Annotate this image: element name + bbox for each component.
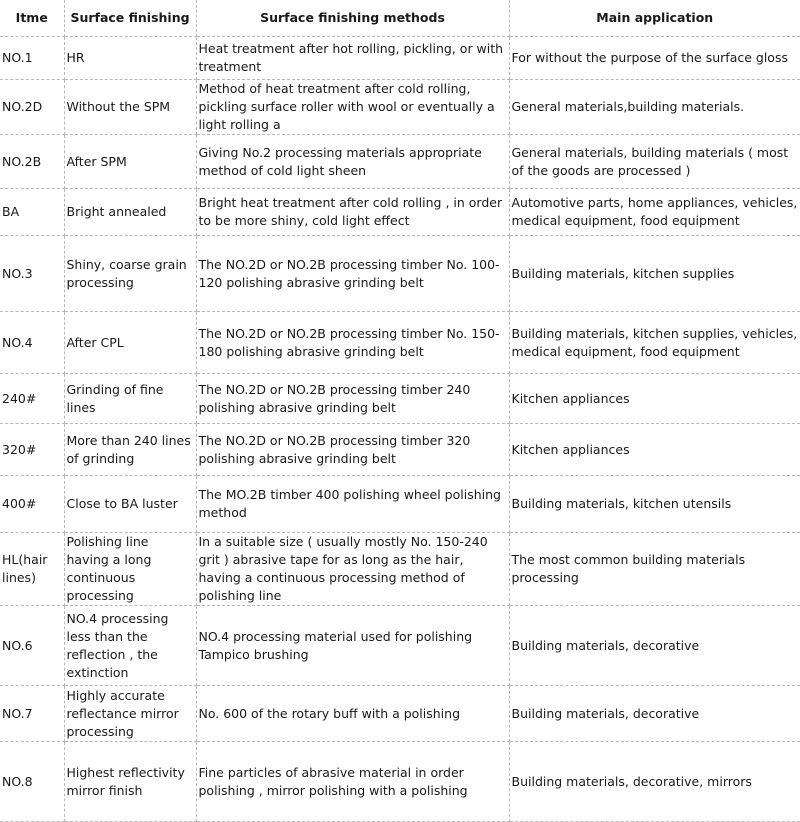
cell-item: NO.1 <box>0 37 64 80</box>
table-row <box>0 424 800 476</box>
cell-method: The NO.2D or NO.2B processing timber No. 150-180 polishing abrasive grinding belt <box>196 312 509 374</box>
cell-item: NO.7 <box>0 686 64 742</box>
header-methods: Surface finishing methods <box>196 0 509 37</box>
cell-application: Building materials, kitchen supplies <box>509 236 800 312</box>
cell-finish: After CPL <box>64 312 196 374</box>
cell-application: Building materials, kitchen utensils <box>509 476 800 533</box>
cell-item: HL(hair lines) <box>0 533 64 606</box>
cell-application: Kitchen appliances <box>509 374 800 424</box>
table-row <box>0 236 800 312</box>
cell-finish: Highly accurate reflectance mirror processing <box>64 686 196 742</box>
cell-finish: Grinding of fine lines <box>64 374 196 424</box>
header-surface-finishing: Surface finishing <box>64 0 196 37</box>
cell-item: BA <box>0 189 64 236</box>
cell-finish: Bright annealed <box>64 189 196 236</box>
table-row <box>0 686 800 742</box>
cell-item: NO.6 <box>0 606 64 686</box>
cell-finish: More than 240 lines of grinding <box>64 424 196 476</box>
table-row <box>0 606 800 686</box>
table-row <box>0 742 800 822</box>
cell-item: NO.2D <box>0 80 64 135</box>
cell-application: Automotive parts, home appliances, vehicles, medical equipment, food equipment <box>509 189 800 236</box>
cell-finish: Polishing line having a long continuous processing <box>64 533 196 606</box>
cell-finish: HR <box>64 37 196 80</box>
cell-method: Fine particles of abrasive material in order polishing , mirror polishing with a polishing <box>196 742 509 822</box>
cell-method: The NO.2D or NO.2B processing timber 240 polishing abrasive grinding belt <box>196 374 509 424</box>
header-row <box>0 0 800 37</box>
cell-method: Method of heat treatment after cold rolling, pickling surface roller with wool or eventually a light rolling a <box>196 80 509 135</box>
cell-method: Heat treatment after hot rolling, pickling, or with treatment <box>196 37 509 80</box>
cell-finish: After SPM <box>64 135 196 189</box>
cell-application: Kitchen appliances <box>509 424 800 476</box>
cell-application: Building materials, kitchen supplies, vehicles, medical equipment, food equipment <box>509 312 800 374</box>
cell-finish: Close to BA luster <box>64 476 196 533</box>
cell-method: The NO.2D or NO.2B processing timber 320 polishing abrasive grinding belt <box>196 424 509 476</box>
header-application: Main application <box>509 0 800 37</box>
cell-application: General materials, building materials ( most of the goods are processed ) <box>509 135 800 189</box>
table-row <box>0 374 800 424</box>
cell-method: The MO.2B timber 400 polishing wheel polishing method <box>196 476 509 533</box>
cell-method: Giving No.2 processing materials appropriate method of cold light sheen <box>196 135 509 189</box>
table-row <box>0 189 800 236</box>
cell-method: Bright heat treatment after cold rolling , in order to be more shiny, cold light effect <box>196 189 509 236</box>
cell-item: NO.4 <box>0 312 64 374</box>
cell-item: NO.3 <box>0 236 64 312</box>
cell-application: Building materials, decorative <box>509 606 800 686</box>
table-row <box>0 476 800 533</box>
cell-method: NO.4 processing material used for polishing Tampico brushing <box>196 606 509 686</box>
cell-item: 320# <box>0 424 64 476</box>
table-row <box>0 312 800 374</box>
table-row <box>0 37 800 80</box>
cell-application: The most common building materials processing <box>509 533 800 606</box>
cell-finish: NO.4 processing less than the reflection , the extinction <box>64 606 196 686</box>
cell-item: NO.2B <box>0 135 64 189</box>
cell-item: 240# <box>0 374 64 424</box>
cell-application: For without the purpose of the surface gloss <box>509 37 800 80</box>
cell-application: Building materials, decorative, mirrors <box>509 742 800 822</box>
header-item: Itme <box>0 0 64 37</box>
table-row <box>0 135 800 189</box>
cell-method: The NO.2D or NO.2B processing timber No. 100-120 polishing abrasive grinding belt <box>196 236 509 312</box>
cell-application: General materials,building materials. <box>509 80 800 135</box>
table-row <box>0 80 800 135</box>
cell-method: In a suitable size ( usually mostly No. 150-240 grit ) abrasive tape for as long as the hair, having a continuous processing method of polishing line <box>196 533 509 606</box>
cell-item: NO.8 <box>0 742 64 822</box>
cell-item: 400# <box>0 476 64 533</box>
cell-method: No. 600 of the rotary buff with a polishing <box>196 686 509 742</box>
table-row <box>0 533 800 606</box>
cell-application: Building materials, decorative <box>509 686 800 742</box>
cell-finish: Without the SPM <box>64 80 196 135</box>
cell-finish: Highest reflectivity mirror finish <box>64 742 196 822</box>
cell-finish: Shiny, coarse grain processing <box>64 236 196 312</box>
